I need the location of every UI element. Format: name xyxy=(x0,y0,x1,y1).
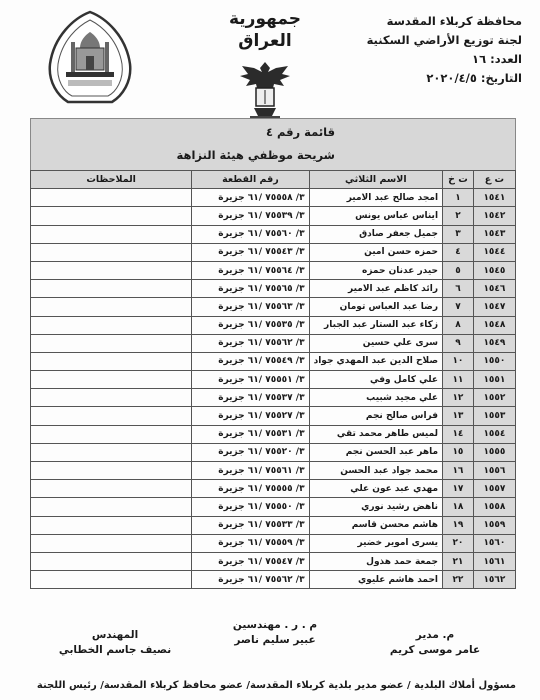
table-row xyxy=(31,480,516,498)
table-row xyxy=(31,443,516,461)
cell-plot-number: ٣/ ٧٥٥٦١ /٦١ جزيرة xyxy=(192,462,309,480)
cell-full-name: مهدي عبد عون علي xyxy=(309,480,442,498)
cell-full-name: ناهض رشيد نوري xyxy=(309,498,442,516)
cell-notes xyxy=(31,534,192,552)
cell-record-no: ١٥٤٤ xyxy=(473,243,515,261)
cell-full-name: سرى علي حسين xyxy=(309,334,442,352)
cell-full-name: فراس صالح نجم xyxy=(309,407,442,425)
cell-notes xyxy=(31,389,192,407)
cell-plot-number: ٣/ ٧٥٥٤٣ /٦١ جزيرة xyxy=(192,243,309,261)
signature-roles-line: مسؤول أملاك البلدية / عضو مدير بلدية كربلاء المقدسة/ عضو محافظ كربلاء المقدسة/ رئيس اللجنة xyxy=(36,680,516,691)
document-date: التاريخ: ٢٠٢٠/٤/٥ xyxy=(426,71,522,85)
cell-plot-number: ٣/ ٧٥٥٤٧ /٦١ جزيرة xyxy=(192,552,309,570)
table-row xyxy=(31,425,516,443)
cell-notes xyxy=(31,280,192,298)
table-row xyxy=(31,571,516,589)
cell-notes xyxy=(31,225,192,243)
cell-full-name: حمزه حسن امين xyxy=(309,243,442,261)
table-row xyxy=(31,207,516,225)
cell-record-no: ١٥٤٩ xyxy=(473,334,515,352)
cell-record-no: ١٥٥٦ xyxy=(473,462,515,480)
cell-notes xyxy=(31,571,192,589)
cell-plot-number: ٣/ ٧٥٥٥٩ /٦١ جزيرة xyxy=(192,534,309,552)
signature-center-title: م . ر . مهندسين xyxy=(232,619,318,631)
table-row xyxy=(31,534,516,552)
cell-notes xyxy=(31,552,192,570)
signature-left-title: المهندس xyxy=(91,629,139,641)
karbala-governorate-logo-icon xyxy=(44,8,136,108)
cell-record-no: ١٥٦٠ xyxy=(473,534,515,552)
cell-plot-number: ٣/ ٧٥٥٣١ /٦١ جزيرة xyxy=(192,425,309,443)
cell-record-no: ١٥٤٨ xyxy=(473,316,515,334)
cell-sequence: ٤ xyxy=(443,243,474,261)
cell-record-no: ١٥٥٩ xyxy=(473,516,515,534)
cell-record-no: ١٥٥٣ xyxy=(473,407,515,425)
cell-full-name: علي مجيد شبيب xyxy=(309,389,442,407)
cell-record-no: ١٥٤١ xyxy=(473,189,515,207)
cell-sequence: ١٨ xyxy=(443,498,474,516)
cell-full-name: ايناس عباس يونس xyxy=(309,207,442,225)
table-row xyxy=(31,552,516,570)
cell-sequence: ١٣ xyxy=(443,407,474,425)
cell-sequence: ١٤ xyxy=(443,425,474,443)
cell-sequence: ٥ xyxy=(443,261,474,279)
cell-full-name: زكاء عبد الستار عبد الجبار xyxy=(309,316,442,334)
header-center xyxy=(200,8,330,122)
cell-record-no: ١٥٤٢ xyxy=(473,207,515,225)
col-header-notes: الملاحظات xyxy=(31,171,192,189)
table-row xyxy=(31,298,516,316)
cell-notes xyxy=(31,407,192,425)
cell-sequence: ٢١ xyxy=(443,552,474,570)
cell-plot-number: ٣/ ٧٥٥٦٣ /٦١ جزيرة xyxy=(192,298,309,316)
cell-plot-number: ٣/ ٧٥٥٥١ /٦١ جزيرة xyxy=(192,371,309,389)
cell-notes xyxy=(31,298,192,316)
cell-sequence: ٧ xyxy=(443,298,474,316)
cell-sequence: ١٥ xyxy=(443,443,474,461)
signature-center xyxy=(200,618,350,648)
cell-notes xyxy=(31,443,192,461)
governorate-name: محافظة كربلاء المقدسة xyxy=(386,14,522,28)
cell-plot-number: ٣/ ٧٥٥٣٣ /٦١ جزيرة xyxy=(192,516,309,534)
signature-right-name: عامر موسى كريم xyxy=(389,644,481,656)
cell-plot-number: ٣/ ٧٥٥٦٤ /٦١ جزيرة xyxy=(192,261,309,279)
cell-full-name: حيدر عدنان حمزه xyxy=(309,261,442,279)
cell-sequence: ٦ xyxy=(443,280,474,298)
cell-notes xyxy=(31,316,192,334)
republic-title: جمهورية العراق xyxy=(228,9,301,51)
cell-plot-number: ٣/ ٧٥٥٣٧ /٦١ جزيرة xyxy=(192,389,309,407)
cell-record-no: ١٥٦٢ xyxy=(473,571,515,589)
cell-record-no: ١٥٦١ xyxy=(473,552,515,570)
cell-record-no: ١٥٤٧ xyxy=(473,298,515,316)
cell-full-name: محمد جواد عبد الحسن xyxy=(309,462,442,480)
cell-full-name: رائد كاظم عبد الامير xyxy=(309,280,442,298)
cell-full-name: علي كامل وفي xyxy=(309,371,442,389)
cell-record-no: ١٥٥٧ xyxy=(473,480,515,498)
cell-full-name: يسرى اموير خضير xyxy=(309,534,442,552)
cell-sequence: ١٦ xyxy=(443,462,474,480)
list-number: قائمة رقم ٤ xyxy=(265,125,335,139)
signature-center-name: عبير سليم ناصر xyxy=(234,634,316,646)
header-info xyxy=(332,12,522,88)
allocation-table xyxy=(30,170,516,589)
cell-full-name: هاشم محسن قاسم xyxy=(309,516,442,534)
cell-record-no: ١٥٥٢ xyxy=(473,389,515,407)
list-category: شريحة موظفي هيئة النزاهة xyxy=(176,148,335,162)
cell-plot-number: ٣/ ٧٥٥٣٩ /٦١ جزيرة xyxy=(192,207,309,225)
cell-full-name: امجد صالح عبد الامير xyxy=(309,189,442,207)
table-row xyxy=(31,261,516,279)
cell-notes xyxy=(31,243,192,261)
cell-notes xyxy=(31,189,192,207)
cell-notes xyxy=(31,462,192,480)
table-row xyxy=(31,243,516,261)
cell-record-no: ١٥٥٠ xyxy=(473,352,515,370)
cell-record-no: ١٥٥٤ xyxy=(473,425,515,443)
col-header-seq: ت خ xyxy=(443,171,474,189)
cell-notes xyxy=(31,425,192,443)
cell-record-no: ١٥٤٦ xyxy=(473,280,515,298)
cell-full-name: احمد هاشم عليوي xyxy=(309,571,442,589)
list-title-bar xyxy=(30,118,516,172)
cell-sequence: ١٢ xyxy=(443,389,474,407)
cell-plot-number: ٣/ ٧٥٥٣٥ /٦١ جزيرة xyxy=(192,316,309,334)
table-row xyxy=(31,334,516,352)
cell-full-name: لميس طاهر محمد تقي xyxy=(309,425,442,443)
cell-full-name: ماهر عبد الحسن نجم xyxy=(309,443,442,461)
cell-plot-number: ٣/ ٧٥٥٢٧ /٦١ جزيرة xyxy=(192,407,309,425)
cell-sequence: ١ xyxy=(443,189,474,207)
cell-sequence: ٣ xyxy=(443,225,474,243)
document-number: العدد: ١٦ xyxy=(472,52,522,66)
table-row xyxy=(31,316,516,334)
cell-notes xyxy=(31,480,192,498)
cell-notes xyxy=(31,516,192,534)
cell-notes xyxy=(31,352,192,370)
cell-record-no: ١٥٤٥ xyxy=(473,261,515,279)
table-row xyxy=(31,280,516,298)
cell-plot-number: ٣/ ٧٥٥٥٠ /٦١ جزيرة xyxy=(192,498,309,516)
col-header-plot: رقم القطعة xyxy=(192,171,309,189)
col-header-name: الاسم الثلاثي xyxy=(309,171,442,189)
cell-notes xyxy=(31,498,192,516)
cell-plot-number: ٣/ ٧٥٥٦٢ /٦١ جزيرة xyxy=(192,571,309,589)
cell-sequence: ٩ xyxy=(443,334,474,352)
table-row xyxy=(31,371,516,389)
cell-full-name: جمعة حمد هذول xyxy=(309,552,442,570)
cell-plot-number: ٣/ ٧٥٥٦٥ /٦١ جزيرة xyxy=(192,280,309,298)
cell-full-name: رضا عبد العباس تومان xyxy=(309,298,442,316)
cell-plot-number: ٣/ ٧٥٥٢٠ /٦١ جزيرة xyxy=(192,443,309,461)
cell-notes xyxy=(31,207,192,225)
table-row xyxy=(31,498,516,516)
cell-record-no: ١٥٤٣ xyxy=(473,225,515,243)
table-row xyxy=(31,225,516,243)
cell-sequence: ٢٢ xyxy=(443,571,474,589)
signature-left-name: نصيف جاسم الخطابي xyxy=(58,644,172,656)
table-header-row xyxy=(31,171,516,189)
iraq-eagle-emblem-icon xyxy=(236,58,294,122)
cell-sequence: ١١ xyxy=(443,371,474,389)
cell-plot-number: ٣/ ٧٥٥٥٥ /٦١ جزيرة xyxy=(192,480,309,498)
table-row xyxy=(31,189,516,207)
signature-right xyxy=(360,628,510,658)
cell-sequence: ٢ xyxy=(443,207,474,225)
table-row xyxy=(31,462,516,480)
cell-sequence: ١٠ xyxy=(443,352,474,370)
cell-sequence: ١٧ xyxy=(443,480,474,498)
table-row xyxy=(31,516,516,534)
cell-plot-number: ٣/ ٧٥٥٤٩ /٦١ جزيرة xyxy=(192,352,309,370)
signature-left xyxy=(40,628,190,658)
cell-notes xyxy=(31,334,192,352)
cell-notes xyxy=(31,371,192,389)
cell-sequence: ٨ xyxy=(443,316,474,334)
cell-notes xyxy=(31,261,192,279)
signature-right-title: م. مدير xyxy=(415,629,455,641)
cell-plot-number: ٣/ ٧٥٥٦٠ /٦١ جزيرة xyxy=(192,225,309,243)
table-row xyxy=(31,352,516,370)
cell-plot-number: ٣/ ٧٥٥٥٨ /٦١ جزيرة xyxy=(192,189,309,207)
table-row xyxy=(31,389,516,407)
cell-plot-number: ٣/ ٧٥٥٦٢ /٦١ جزيرة xyxy=(192,334,309,352)
table-row xyxy=(31,407,516,425)
cell-record-no: ١٥٥٥ xyxy=(473,443,515,461)
cell-record-no: ١٥٥١ xyxy=(473,371,515,389)
cell-full-name: جميل جعفر صادق xyxy=(309,225,442,243)
cell-full-name: صلاح الدين عبد المهدي جواد xyxy=(309,352,442,370)
cell-record-no: ١٥٥٨ xyxy=(473,498,515,516)
cell-sequence: ١٩ xyxy=(443,516,474,534)
cell-sequence: ٢٠ xyxy=(443,534,474,552)
committee-name: لجنة توزيع الأراضي السكنية xyxy=(366,33,522,47)
col-header-no: ت ع xyxy=(473,171,515,189)
